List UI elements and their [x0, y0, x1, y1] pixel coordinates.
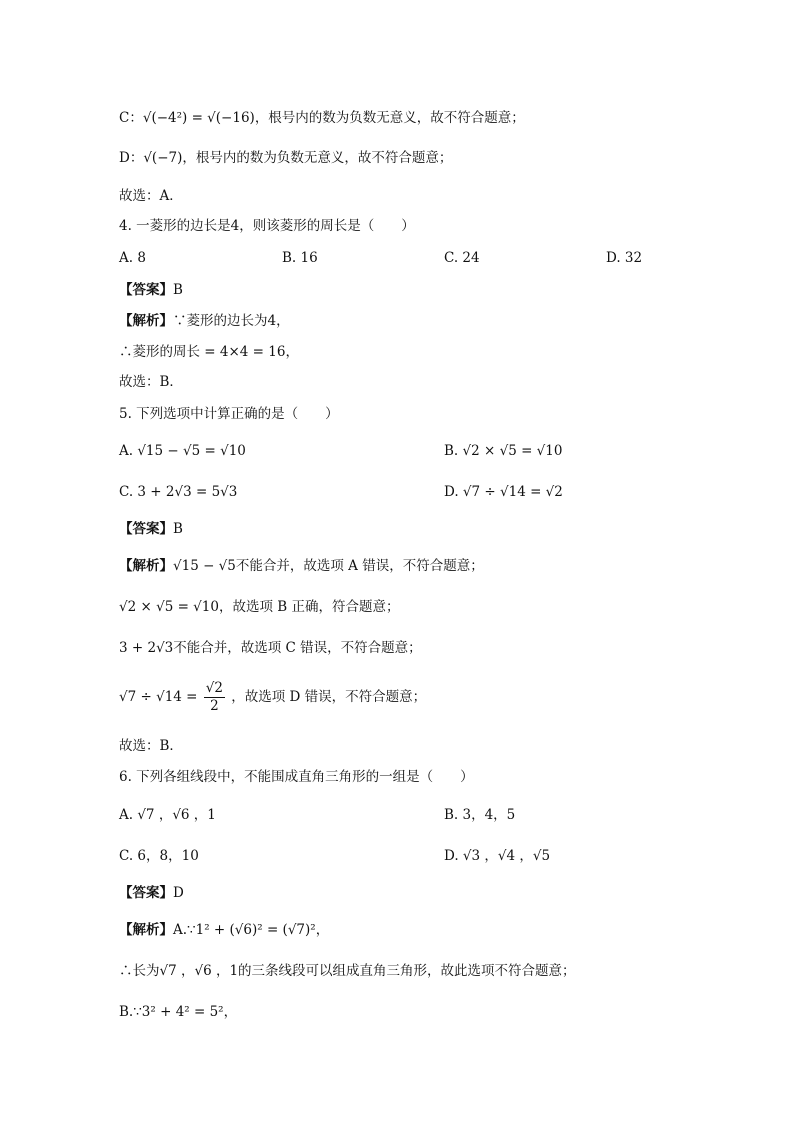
question-6: 6. 下列各组线段中，不能围成直角三角形的一组是（ ） — [119, 769, 474, 785]
q5-option-a: A. √15 − √5 = √10 — [119, 443, 246, 459]
q4-option-d: D. 32 — [606, 250, 643, 266]
choose-b1: 故选：B． — [119, 374, 183, 390]
c-line: C：√(−4²) = √(−16)，根号内的数为负数无意义，故不符合题意； — [119, 110, 525, 126]
q5-analysis-a: 【解析】√15 − √5不能合并，故选项 A 错误，不符合题意； — [119, 558, 484, 574]
q4-option-a: A. 8 — [119, 250, 146, 266]
q5-analysis-b: √2 × √5 = √10，故选项 B 正确，符合题意； — [119, 599, 400, 615]
q4-option-b: B. 16 — [282, 250, 318, 266]
q4-answer: 【答案】B — [119, 282, 183, 298]
q4-step: ∴菱形的周长 = 4×4 = 16， — [119, 344, 299, 360]
q5-analysis-c: 3 + 2√3不能合并，故选项 C 错误，不符合题意； — [119, 640, 422, 656]
q6-option-d: D. √3 ，√4 ，√5 — [444, 848, 551, 864]
q4-analysis: 【解析】∵菱形的边长为4， — [119, 313, 290, 329]
q6-option-a: A. √7 ，√6 ，1 — [119, 807, 216, 823]
q5-option-b: B. √2 × √5 = √10 — [444, 443, 563, 459]
q5-option-c: C. 3 + 2√3 = 5√3 — [119, 484, 238, 500]
q5-answer: 【答案】B — [119, 521, 183, 537]
q6-option-b: B. 3，4，5 — [444, 807, 516, 823]
q4-option-c: C. 24 — [444, 250, 480, 266]
q6-answer: 【答案】D — [119, 885, 184, 901]
q6-analysis: 【解析】A.∵1² + (√6)² = (√7)²， — [119, 922, 330, 938]
choose-b2: 故选：B． — [119, 738, 183, 754]
question-4: 4. 一菱形的边长是4，则该菱形的周长是（ ） — [119, 218, 415, 234]
q6-step1: ∴长为√7 ，√6 ，1的三条线段可以组成直角三角形，故此选项不符合题意； — [119, 963, 576, 979]
question-5: 5. 下列选项中计算正确的是（ ） — [119, 406, 339, 422]
d-line: D：√(−7)，根号内的数为负数无意义，故不符合题意； — [119, 150, 453, 166]
q6-step2: B.∵3² + 4² = 5²， — [119, 1004, 238, 1020]
q5-analysis-d: √7 ÷ √14 = $\frac{√2}{2}$ ，故选项 D 错误，不符合题意； — [119, 680, 427, 714]
q5-option-d: D. √7 ÷ √14 = √2 — [444, 484, 563, 500]
q6-option-c: C. 6，8，10 — [119, 848, 199, 864]
choose-a: 故选：A． — [119, 188, 183, 204]
fraction: $\frac{√2}{2}$ — [205, 680, 223, 714]
